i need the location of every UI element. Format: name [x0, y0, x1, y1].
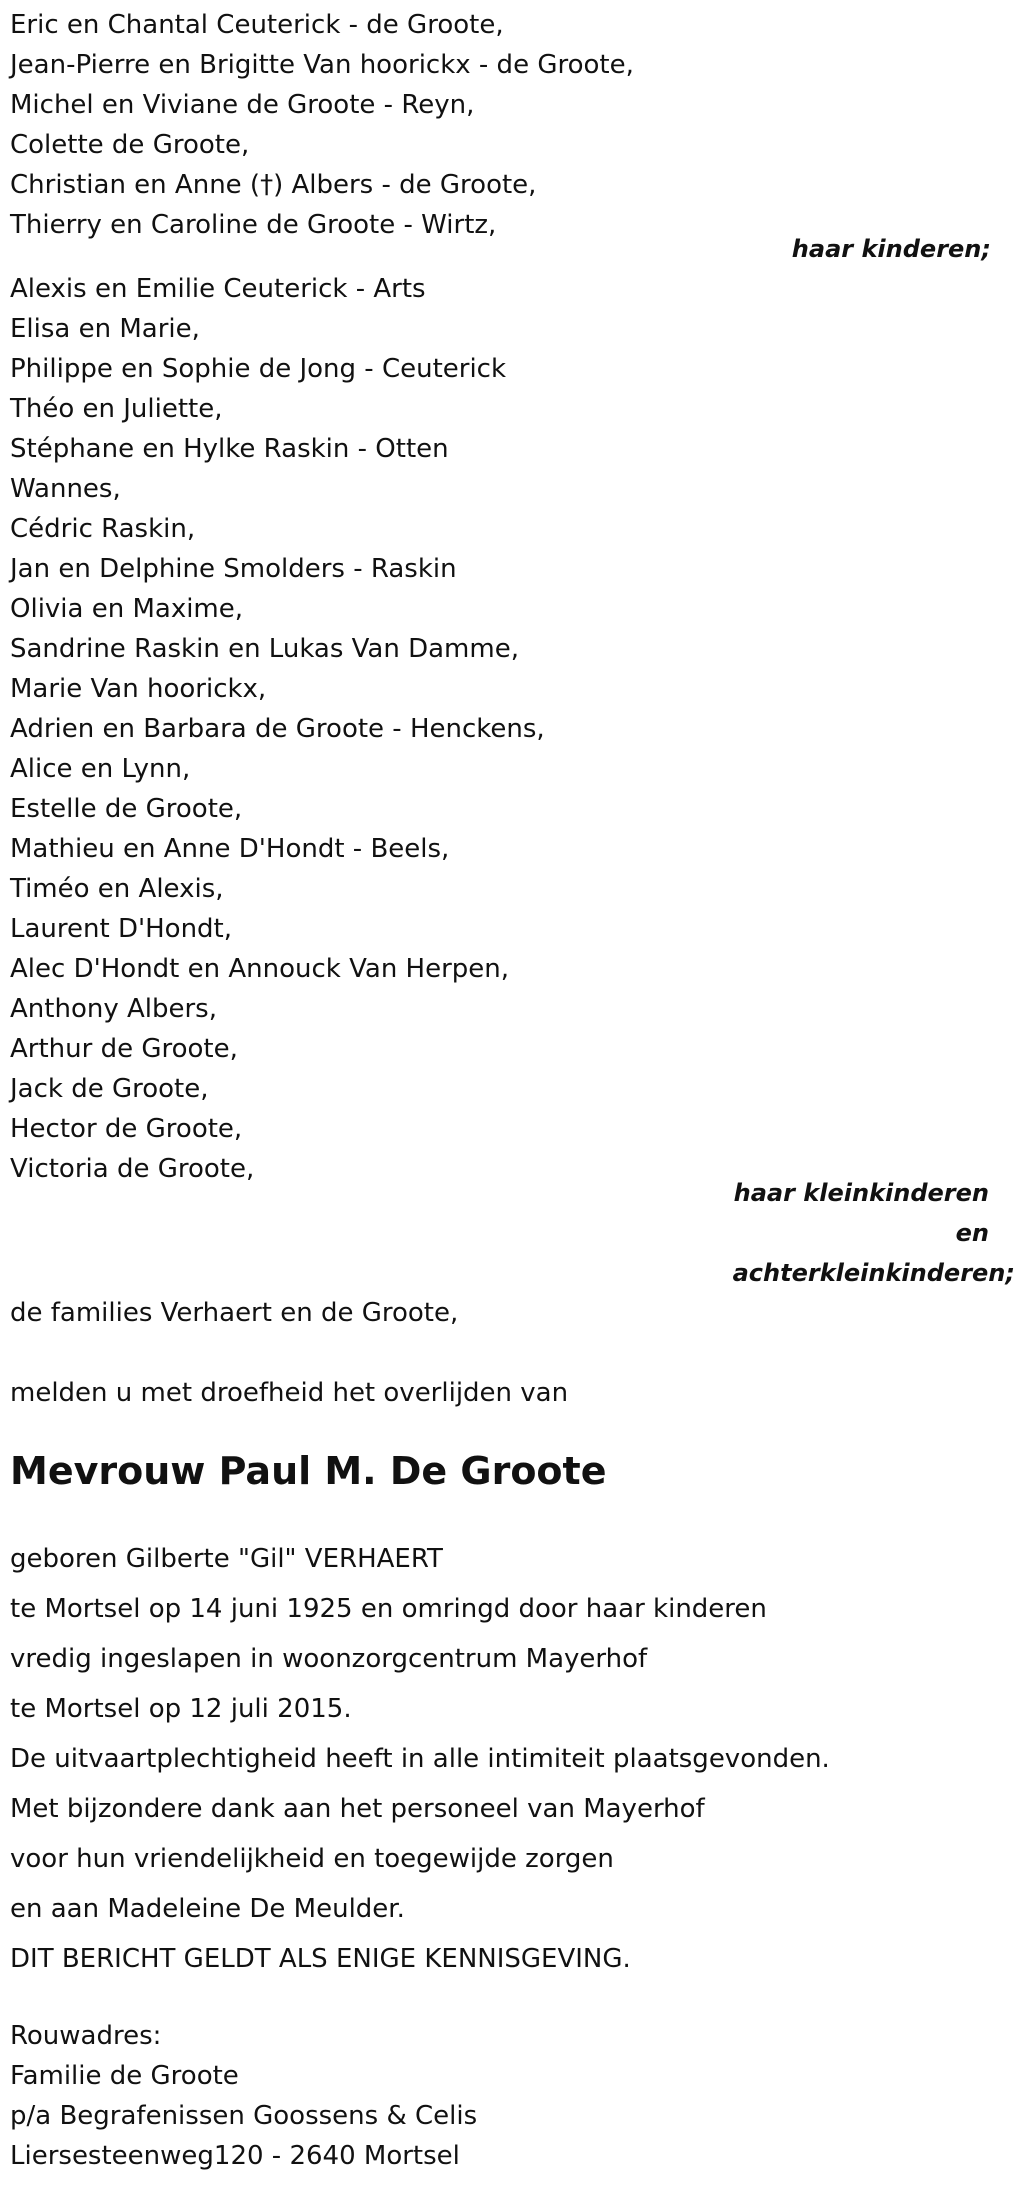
grandchildren-role-label: haar kleinkinderen	[733, 1179, 989, 1207]
announcement-line: melden u met droefheid het overlijden van	[10, 1378, 569, 1408]
grandchild-line: Théo en Juliette,	[10, 394, 223, 424]
detail-line: te Mortsel op 12 juli 2015.	[10, 1694, 352, 1724]
grandchild-line: Marie Van hoorickx,	[10, 674, 267, 704]
child-line: Christian en Anne (†) Albers - de Groote,	[10, 170, 537, 200]
grandchild-line: Wannes,	[10, 474, 121, 504]
child-line: Colette de Groote,	[10, 130, 250, 160]
grandchild-line: Adrien en Barbara de Groote - Henckens,	[10, 714, 545, 744]
grandchild-line: Alexis en Emilie Ceuterick - Arts	[10, 274, 426, 304]
grandchild-line: Arthur de Groote,	[10, 1034, 238, 1064]
families-line: de families Verhaert en de Groote,	[10, 1298, 459, 1328]
grandchild-line: Stéphane en Hylke Raskin - Otten	[10, 434, 449, 464]
grandchild-line: Philippe en Sophie de Jong - Ceuterick	[10, 354, 507, 384]
address-line: Liersesteenweg120 - 2640 Mortsel	[10, 2141, 460, 2171]
grandchild-line: Elisa en Marie,	[10, 314, 200, 344]
address-line: p/a Begrafenissen Goossens & Celis	[10, 2101, 478, 2131]
child-line: Jean-Pierre en Brigitte Van hoorickx - de Groote,	[10, 50, 634, 80]
grandchild-line: Anthony Albers,	[10, 994, 217, 1024]
grandchildren-role-label: en	[955, 1219, 989, 1247]
grandchild-line: Alec D'Hondt en Annouck Van Herpen,	[10, 954, 510, 984]
address-line: Rouwadres:	[10, 2021, 162, 2051]
grandchild-line: Hector de Groote,	[10, 1114, 243, 1144]
grandchild-line: Timéo en Alexis,	[10, 874, 224, 904]
grandchild-line: Mathieu en Anne D'Hondt - Beels,	[10, 834, 450, 864]
child-line: Eric en Chantal Ceuterick - de Groote,	[10, 10, 504, 40]
detail-line: voor hun vriendelijkheid en toegewijde zorgen	[10, 1844, 614, 1874]
children-role-label: haar kinderen;	[791, 235, 991, 263]
grandchild-line: Olivia en Maxime,	[10, 594, 244, 624]
detail-line: Met bijzondere dank aan het personeel van Mayerhof	[10, 1794, 705, 1824]
grandchild-line: Victoria de Groote,	[10, 1154, 255, 1184]
grandchild-line: Estelle de Groote,	[10, 794, 243, 824]
detail-line: DIT BERICHT GELDT ALS ENIGE KENNISGEVING.	[10, 1944, 631, 1974]
grandchild-line: Sandrine Raskin en Lukas Van Damme,	[10, 634, 519, 664]
grandchild-line: Jack de Groote,	[10, 1074, 209, 1104]
address-line: Familie de Groote	[10, 2061, 239, 2091]
child-line: Thierry en Caroline de Groote - Wirtz,	[10, 210, 497, 240]
grandchildren-role-label: achterkleinkinderen;	[732, 1259, 1015, 1287]
detail-line: te Mortsel op 14 juni 1925 en omringd door haar kinderen	[10, 1594, 767, 1624]
detail-line: vredig ingeslapen in woonzorgcentrum Mayerhof	[10, 1644, 648, 1674]
detail-line: geboren Gilberte "Gil" VERHAERT	[10, 1544, 443, 1574]
grandchild-line: Jan en Delphine Smolders - Raskin	[10, 554, 457, 584]
detail-line: en aan Madeleine De Meulder.	[10, 1894, 405, 1924]
detail-line: De uitvaartplechtigheid heeft in alle intimiteit plaatsgevonden.	[10, 1744, 830, 1774]
grandchild-line: Alice en Lynn,	[10, 754, 191, 784]
grandchild-line: Cédric Raskin,	[10, 514, 196, 544]
deceased-name: Mevrouw Paul M. De Groote	[10, 1449, 607, 1493]
child-line: Michel en Viviane de Groote - Reyn,	[10, 90, 475, 120]
grandchild-line: Laurent D'Hondt,	[10, 914, 233, 944]
